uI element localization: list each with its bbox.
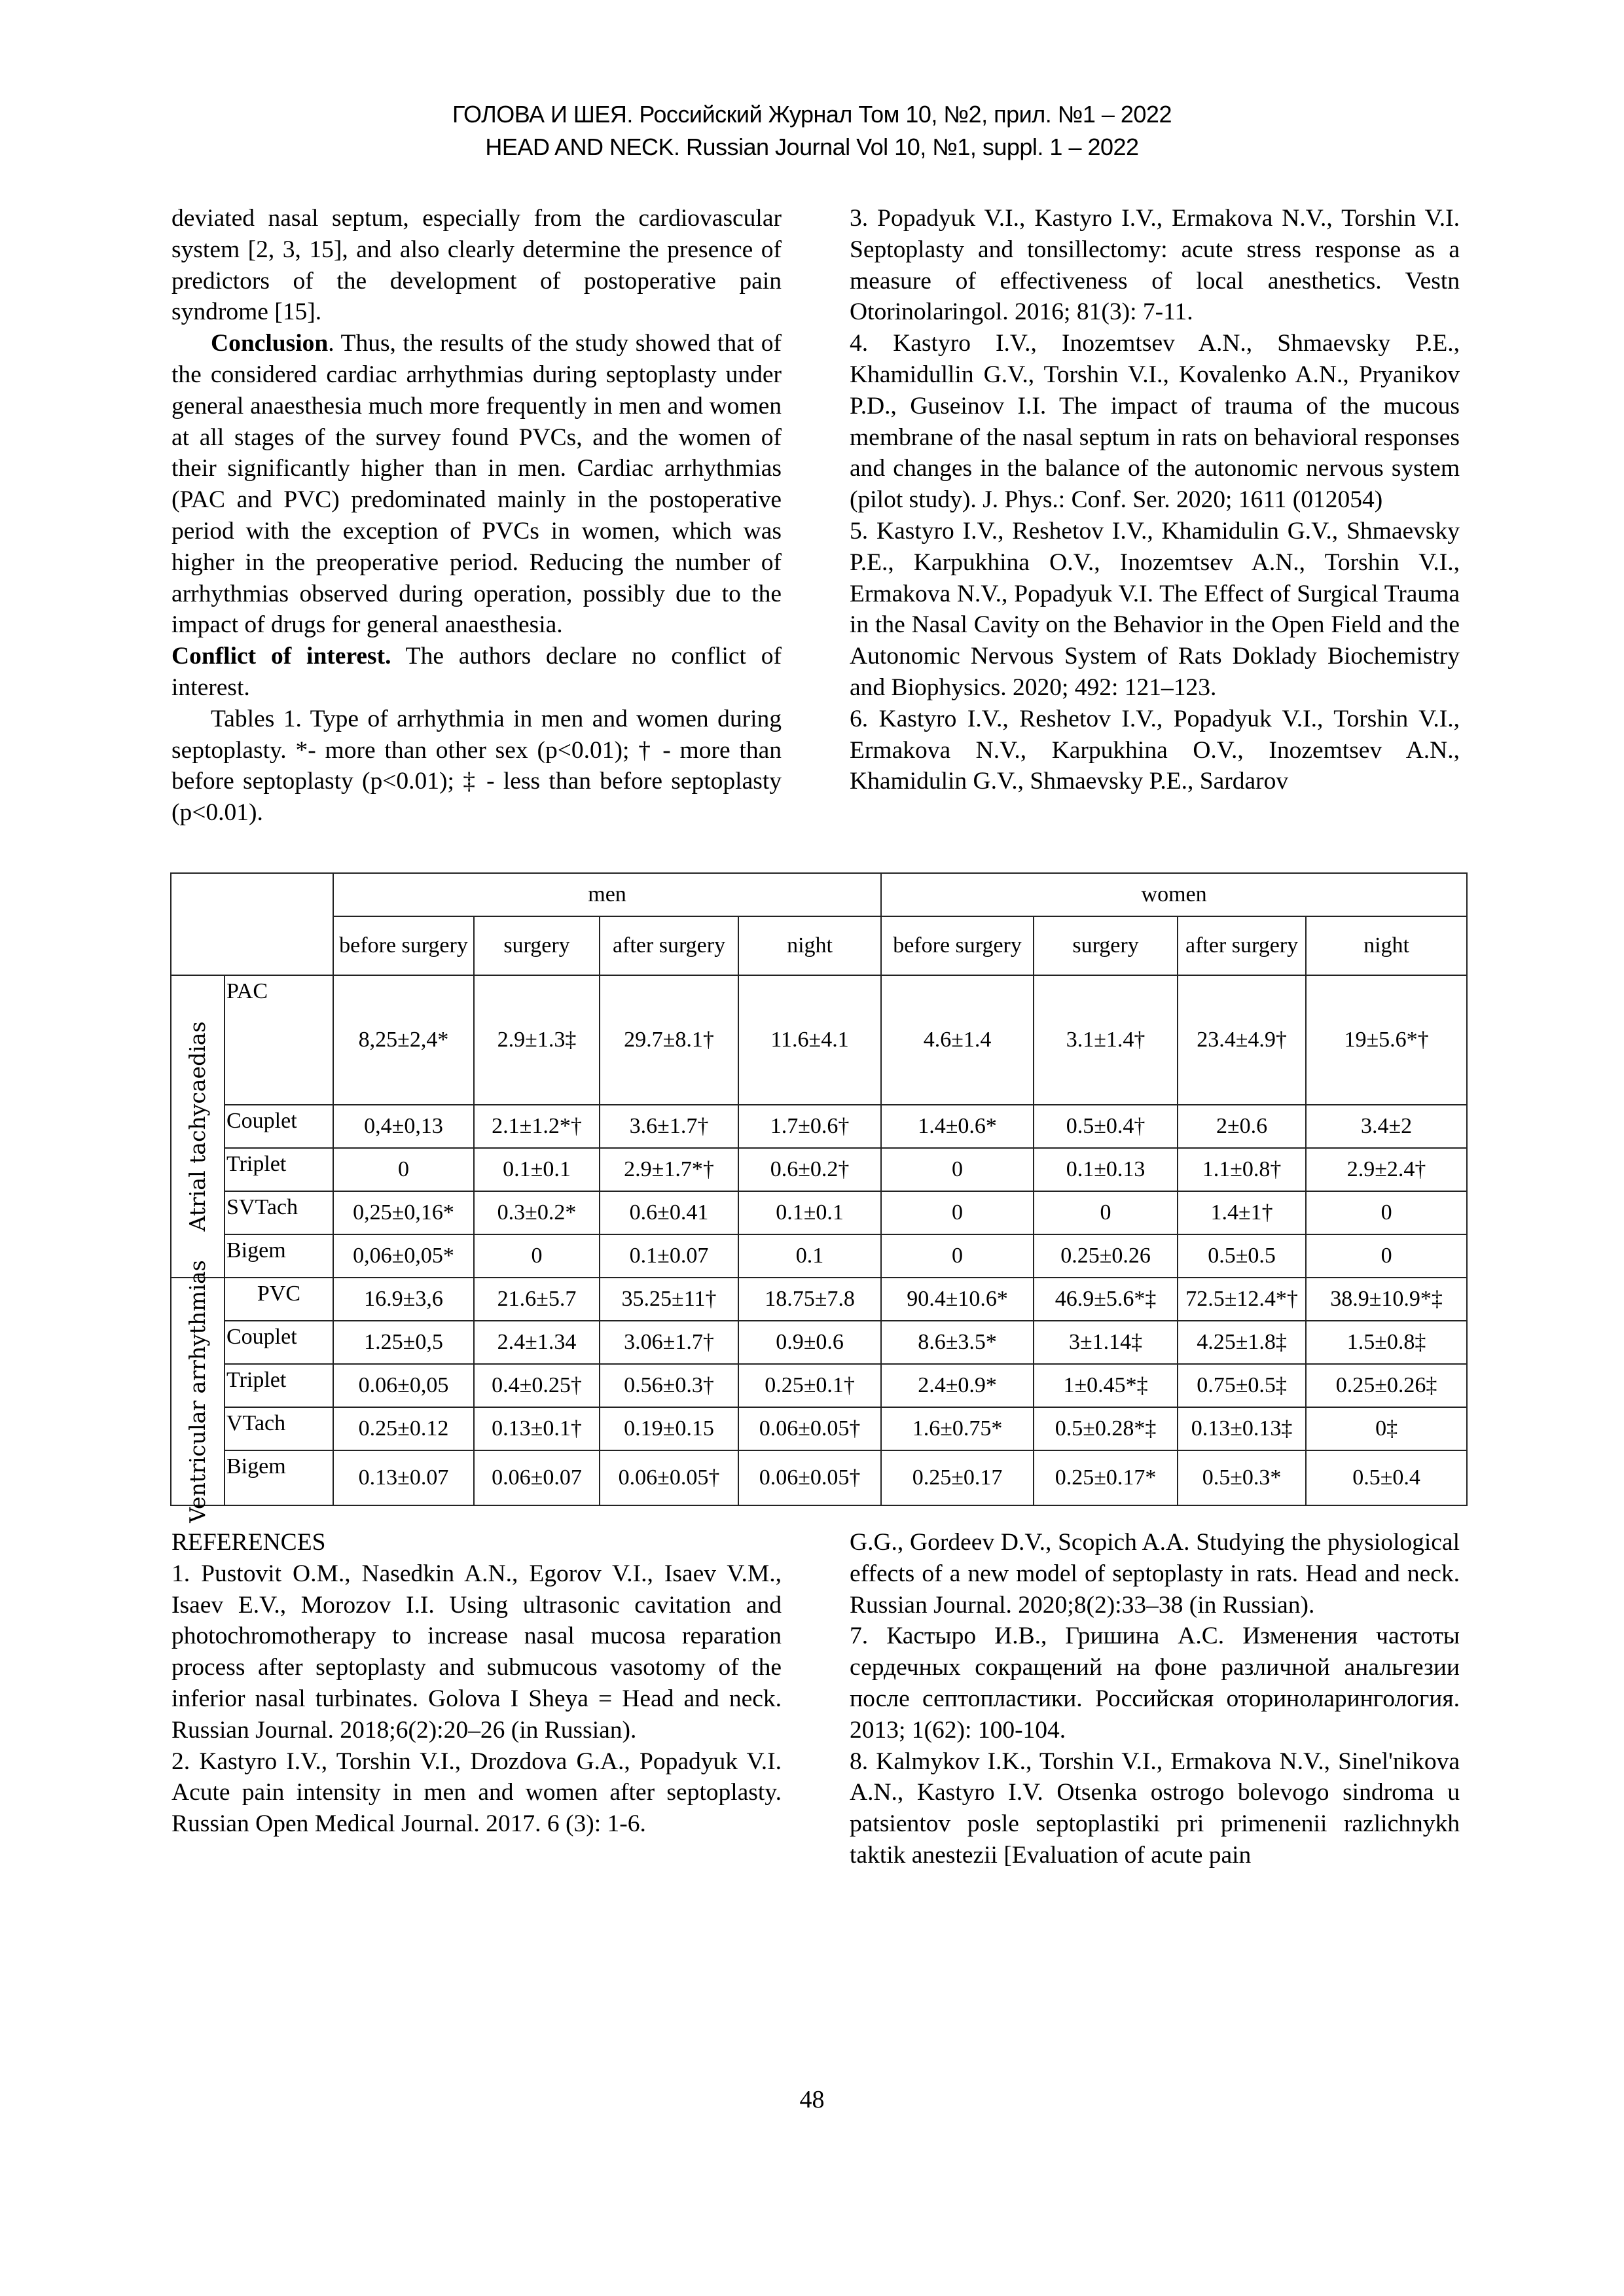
table-cell: 90.4±10.6* bbox=[881, 1278, 1034, 1321]
table-cell: 0.5±0.28*‡ bbox=[1034, 1407, 1178, 1450]
table-cell: 0.25±0.26 bbox=[1034, 1234, 1178, 1278]
table-cell: 3±1.14‡ bbox=[1034, 1321, 1178, 1364]
reference-item: G.G., Gordeev D.V., Scopich A.A. Studying the physiological effects of a new model of septoplasty in rats. Head and neck. Russian Journal. 2020;8(2):33–38 (in Russian). bbox=[850, 1529, 1460, 1619]
column-header: after surgery bbox=[1178, 916, 1306, 975]
table-cell: 29.7±8.1† bbox=[600, 975, 738, 1105]
table-cell: 0.25±0.26‡ bbox=[1306, 1364, 1467, 1407]
row-label: Triplet bbox=[225, 1148, 333, 1191]
row-label: Bigem bbox=[225, 1450, 333, 1505]
table-cell: 16.9±3,6 bbox=[333, 1278, 474, 1321]
table-row bbox=[171, 1105, 1467, 1148]
conflict-text: The authors declare no conflict of interest. bbox=[171, 643, 782, 701]
table-cell: 1.6±0.75* bbox=[881, 1407, 1034, 1450]
table-cell: 0.1±0.13 bbox=[1034, 1148, 1178, 1191]
conflict-label: Conflict of interest. bbox=[171, 643, 391, 670]
table-cell: 19±5.6*† bbox=[1306, 975, 1467, 1105]
table-row bbox=[171, 975, 1467, 1105]
table-cell: 0 bbox=[1306, 1191, 1467, 1234]
table-cell: 0.19±0.15 bbox=[600, 1407, 738, 1450]
table-cell: 0.13±0.07 bbox=[333, 1450, 474, 1505]
column-header: after surgery bbox=[600, 916, 738, 975]
table-cell: 4.6±1.4 bbox=[881, 975, 1034, 1105]
table-row bbox=[171, 1191, 1467, 1234]
table-cell: 2.4±1.34 bbox=[474, 1321, 600, 1364]
column-header: surgery bbox=[1034, 916, 1178, 975]
reference-item: 4. Kastyro I.V., Inozemtsev A.N., Shmaevsky P.E., Khamidullin G.V., Torshin V.I., Kovalenko A.N., Pryanikov P.D., Guseinov I.I. The impact of trauma of the mucous membrane of the nasal septum in rats on behavioral responses and changes in the balance of the autonomic nervous system (pilot study). J. Phys.: Conf. Ser. 2020; 1611 (012054) bbox=[850, 330, 1460, 514]
table-cell: 72.5±12.4*† bbox=[1178, 1278, 1306, 1321]
column-header: before surgery bbox=[333, 916, 474, 975]
right-column-bottom bbox=[850, 1527, 1460, 1871]
table-cell: 0,25±0,16* bbox=[333, 1191, 474, 1234]
table-cell: 0.25±0.1† bbox=[738, 1364, 881, 1407]
table-cell: 0.13±0.1† bbox=[474, 1407, 600, 1450]
table-cell: 1.4±1† bbox=[1178, 1191, 1306, 1234]
table-cell: 0 bbox=[1306, 1234, 1467, 1278]
table-cell: 0.25±0.12 bbox=[333, 1407, 474, 1450]
arrhythmia-table bbox=[170, 872, 1468, 1523]
body-paragraph: deviated nasal septum, especially from the cardiovascular system [2, 3, 15], and also clearly determine the presence of predictors of the development of postoperative pain syndrome [15]. bbox=[171, 205, 782, 326]
table-cell: 0.25±0.17 bbox=[881, 1450, 1034, 1505]
table-cell: 0.75±0.5‡ bbox=[1178, 1364, 1306, 1407]
table-cell: 1.1±0.8† bbox=[1178, 1148, 1306, 1191]
column-header: night bbox=[738, 916, 881, 975]
table-cell: 0,06±0,05* bbox=[333, 1234, 474, 1278]
table-cell: 11.6±4.1 bbox=[738, 975, 881, 1105]
table-corner-cell bbox=[171, 873, 333, 975]
table-cell: 1±0.45*‡ bbox=[1034, 1364, 1178, 1407]
table-cell: 0.5±0.4† bbox=[1034, 1105, 1178, 1148]
reference-item: 6. Kastyro I.V., Reshetov I.V., Popadyuk V.I., Torshin V.I., Ermakova N.V., Karpukhina O.V., Inozemtsev A.N., Khamidulin G.V., Shmaevsky P.E., Sardarov bbox=[850, 705, 1460, 795]
table-cell: 0,4±0,13 bbox=[333, 1105, 474, 1148]
table-cell: 3.6±1.7† bbox=[600, 1105, 738, 1148]
table-row bbox=[171, 1407, 1467, 1450]
table-row bbox=[171, 1450, 1467, 1505]
conflict-paragraph bbox=[171, 641, 782, 704]
reference-item: 1. Pustovit O.M., Nasedkin A.N., Egorov V.I., Isaev V.M., Isaev E.V., Morozov I.I. Using ultrasonic cavitation and photochromotherapy to increase nasal mucosa reparation process after septoplasty and submucous vasotomy of the inferior nasal turbinates. Golova I Sheya = Head and neck. Russian Journal. 2018;6(2):20–26 (in Russian). bbox=[171, 1560, 782, 1744]
row-label: Bigem bbox=[225, 1234, 333, 1278]
table-cell: 0.25±0.17* bbox=[1034, 1450, 1178, 1505]
header-english: HEAD AND NECK. Russian Journal Vol 10, №1, suppl. 1 – 2022 bbox=[485, 134, 1139, 160]
group-header-men: men bbox=[333, 873, 881, 916]
table-cell: 0.06±0,05 bbox=[333, 1364, 474, 1407]
table-row bbox=[171, 1278, 1467, 1321]
table-cell: 2.4±0.9* bbox=[881, 1364, 1034, 1407]
left-column-top bbox=[171, 203, 782, 829]
table-cell: 0.06±0.05† bbox=[600, 1450, 738, 1505]
table-cell: 21.6±5.7 bbox=[474, 1278, 600, 1321]
page-number: 48 bbox=[799, 2086, 825, 2113]
row-label: VTach bbox=[225, 1407, 333, 1450]
table-cell: 0.3±0.2* bbox=[474, 1191, 600, 1234]
table-cell: 46.9±5.6*‡ bbox=[1034, 1278, 1178, 1321]
conclusion-paragraph bbox=[171, 328, 782, 641]
row-label: PAC bbox=[225, 975, 333, 1105]
section-label-ventricular: Ventricular arrhythmias bbox=[171, 1278, 225, 1505]
table-row bbox=[171, 1364, 1467, 1407]
column-header: night bbox=[1306, 916, 1467, 975]
table-cell: 1.5±0.8‡ bbox=[1306, 1321, 1467, 1364]
table-row bbox=[171, 1148, 1467, 1191]
table-cell: 0.4±0.25† bbox=[474, 1364, 600, 1407]
table-cell: 18.75±7.8 bbox=[738, 1278, 881, 1321]
column-header: surgery bbox=[474, 916, 600, 975]
table-cell: 0 bbox=[1034, 1191, 1178, 1234]
row-label: PVC bbox=[225, 1278, 333, 1321]
table-group-header-row bbox=[171, 873, 1467, 916]
table-caption: Tables 1. Type of arrhythmia in men and women during septoplasty. *- more than other sex (p<0.01); † - more than before septoplasty (p<0.01); ‡ - less than before septoplasty (p<0.01). bbox=[171, 705, 782, 827]
table-cell: 4.25±1.8‡ bbox=[1178, 1321, 1306, 1364]
table-cell: 0.5±0.3* bbox=[1178, 1450, 1306, 1505]
table-cell: 0 bbox=[474, 1234, 600, 1278]
table-cell: 0.13±0.13‡ bbox=[1178, 1407, 1306, 1450]
table-cell: 1.7±0.6† bbox=[738, 1105, 881, 1148]
section-label-atrial: Atrial tachycaedias bbox=[171, 975, 225, 1278]
table-cell: 0.06±0.07 bbox=[474, 1450, 600, 1505]
table-cell: 0.1±0.1 bbox=[474, 1148, 600, 1191]
table-cell: 0.5±0.4 bbox=[1306, 1450, 1467, 1505]
reference-item: 8. Kalmykov I.K., Torshin V.I., Ermakova N.V., Sinel'nikova A.N., Kastyro I.V. Otsenka ostrogo bolevogo sindroma u patsientov posle septoplastiki pri primenenii razlichnykh taktik anestezii [Evaluation of acute pain bbox=[850, 1748, 1460, 1869]
table-cell: 0.56±0.3† bbox=[600, 1364, 738, 1407]
table-cell: 1.4±0.6* bbox=[881, 1105, 1034, 1148]
table-cell: 0.06±0.05† bbox=[738, 1450, 881, 1505]
running-header bbox=[0, 98, 1624, 164]
table-cell: 23.4±4.9† bbox=[1178, 975, 1306, 1105]
table-sub-header-row bbox=[171, 916, 1467, 975]
row-label: Couplet bbox=[225, 1105, 333, 1148]
conclusion-label: Conclusion bbox=[211, 330, 329, 357]
table-cell: 3.06±1.7† bbox=[600, 1321, 738, 1364]
row-label: Couplet bbox=[225, 1321, 333, 1364]
column-header: before surgery bbox=[881, 916, 1034, 975]
table-row bbox=[171, 1234, 1467, 1278]
table-cell: 0.06±0.05† bbox=[738, 1407, 881, 1450]
table-cell: 38.9±10.9*‡ bbox=[1306, 1278, 1467, 1321]
table-cell: 0.1±0.07 bbox=[600, 1234, 738, 1278]
table-cell: 0.5±0.5 bbox=[1178, 1234, 1306, 1278]
reference-item: 2. Kastyro I.V., Torshin V.I., Drozdova G.A., Popadyuk V.I. Acute pain intensity in men and women after septoplasty. Russian Open Medical Journal. 2017. 6 (3): 1-6. bbox=[171, 1748, 782, 1838]
table-cell: 2±0.6 bbox=[1178, 1105, 1306, 1148]
table-cell: 0.1 bbox=[738, 1234, 881, 1278]
table-cell: 2.1±1.2*† bbox=[474, 1105, 600, 1148]
row-label: Triplet bbox=[225, 1364, 333, 1407]
table-cell: 2.9±2.4† bbox=[1306, 1148, 1467, 1191]
table-cell: 0 bbox=[881, 1148, 1034, 1191]
table-cell: 1.25±0,5 bbox=[333, 1321, 474, 1364]
references-heading: REFERENCES bbox=[171, 1529, 326, 1556]
table-cell: 0 bbox=[333, 1148, 474, 1191]
table-cell: 0‡ bbox=[1306, 1407, 1467, 1450]
reference-item: 7. Кастыро И.В., Гришина А.С. Изменения частоты сердечных сокращений на фоне различной анальгезии после септопластики. Российская оториноларингология. 2013; 1(62): 100-104. bbox=[850, 1623, 1460, 1744]
table-cell: 0.1±0.1 bbox=[738, 1191, 881, 1234]
table-cell: 2.9±1.7*† bbox=[600, 1148, 738, 1191]
left-column-bottom bbox=[171, 1527, 782, 1840]
table-row bbox=[171, 1321, 1467, 1364]
table-cell: 0 bbox=[881, 1191, 1034, 1234]
table-cell: 35.25±11† bbox=[600, 1278, 738, 1321]
table-cell: 0.6±0.41 bbox=[600, 1191, 738, 1234]
table-cell: 8.6±3.5* bbox=[881, 1321, 1034, 1364]
table-cell: 0.9±0.6 bbox=[738, 1321, 881, 1364]
reference-item: 5. Kastyro I.V., Reshetov I.V., Khamidulin G.V., Shmaevsky P.E., Karpukhina O.V., Inozemtsev A.N., Torshin V.I., Ermakova N.V., Popadyuk V.I. The Effect of Surgical Trauma in the Nasal Cavity on the Behavior in the Open Field and the Autonomic Nervous System of Rats Doklady Biochemistry and Biophysics. 2020; 492: 121–123. bbox=[850, 517, 1460, 701]
row-label: SVTach bbox=[225, 1191, 333, 1234]
table-cell: 3.1±1.4† bbox=[1034, 975, 1178, 1105]
right-column-top bbox=[850, 203, 1460, 797]
header-russian: ГОЛОВА И ШЕЯ. Российский Журнал Том 10, №2, прил. №1 – 2022 bbox=[452, 101, 1172, 128]
table-cell: 0.6±0.2† bbox=[738, 1148, 881, 1191]
table-cell: 0 bbox=[881, 1234, 1034, 1278]
table-cell: 8,25±2,4* bbox=[333, 975, 474, 1105]
table-cell: 2.9±1.3‡ bbox=[474, 975, 600, 1105]
conclusion-text: . Thus, the results of the study showed that of the considered cardiac arrhythmias during septoplasty under general anaesthesia much more frequently in men and women at all stages of the survey found PVCs, and the women of their significantly higher than in men. Cardiac arrhythmias (PAC and PVC) predominated mainly in the postoperative period with the exception of PVCs in women, which was higher in the preoperative period. Reducing the number of arrhythmias observed during operation, possibly due to the impact of drugs for general anaesthesia. bbox=[171, 330, 782, 639]
table-cell: 3.4±2 bbox=[1306, 1105, 1467, 1148]
reference-item: 3. Popadyuk V.I., Kastyro I.V., Ermakova N.V., Torshin V.I. Septoplasty and tonsillectomy: acute stress response as a measure of effectiveness of local anesthetics. Vestn Otorinolaringol. 2016; 81(3): 7-11. bbox=[850, 205, 1460, 326]
group-header-women: women bbox=[881, 873, 1467, 916]
